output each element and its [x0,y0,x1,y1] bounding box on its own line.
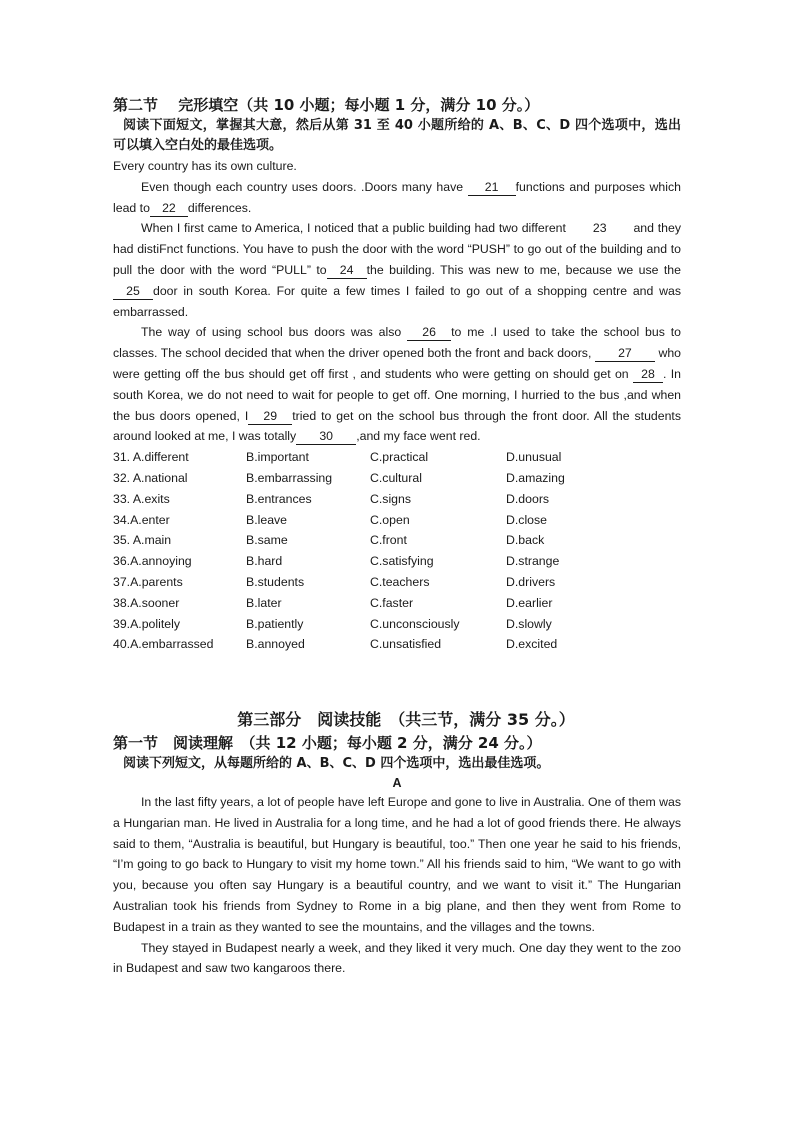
blank-30: 30 [296,429,356,445]
passage-paragraph: In the last fifty years, a lot of people have left Europe and gone to live in Australia. One of them was a Hungarian man. He lived in Australia for a long time, and he had a lot of good friends there. He always said to them, “Australia is beautiful, but Hungary is beautiful, too.” Then one year he said to his friends, “I’m going to go back to Hungary to visit my home town.” All his friends said to him, “We want to go with you, because you often say Hungary is a beautiful country, and we want to visit it.” The Hungarian Australian took his friends from Sydney to Rome in a big plane, and then they went from Rome to Budapest in a train as they wanted to see the mountains, and the villages and the towns. [113,795,682,934]
option-a: 32. A.national [113,470,188,485]
passage-text: ,and my face went red. [356,429,481,444]
passage-paragraph [113,218,681,322]
option-b: B.leave [246,512,288,527]
answer-options [113,447,681,655]
option-a: 34.A.enter [113,512,170,527]
section-title: 第二节 完形填空（共 10 小题；每小题 1 分，满分 10 分。） [113,96,540,114]
option-b: B.same [246,533,288,548]
passage-text: the building. This was new to me, because we use the [366,262,681,277]
blank-23: 23 [592,221,607,236]
option-d: D.back [506,533,545,548]
passage-text: door in south Korea. For quite a few times I failed to go out of a shopping centre and was embarrassed. [113,283,681,319]
option-d: D.drivers [506,574,556,589]
passage-text: Even though each country uses doors. .Doors many have [141,179,464,194]
passage-text: functions and purposes which lead to [113,179,681,215]
option-row [113,614,681,635]
option-c: C.unsatisfied [370,637,442,652]
option-row [113,572,681,593]
passage-text: . In south Korea, we do not need to wait for people to get off. One morning, I hurried to the bus ,and when the bus doors opened, I [113,366,681,423]
option-c: C.satisfying [370,554,434,569]
cloze-passage [113,156,681,447]
blank-24: 24 [327,263,367,279]
option-c: C.unconsciously [370,616,460,631]
part-title: 第三部分 阅读技能 （共三节，满分 35 分。） [237,710,575,729]
option-row [113,634,681,655]
passage-text: differences. [187,200,252,215]
passage-text: When I first came to America, I noticed that a public building had two different [141,221,566,236]
option-d: D.earlier [506,595,553,610]
option-a: 37.A.parents [113,574,183,589]
option-a: 35. A.main [113,533,172,548]
option-d: D.amazing [506,470,565,485]
blank-22: 22 [150,201,188,217]
blank-21: 21 [468,180,516,196]
passage-text: to me .I used to take the school bus to classes. The school decided that when the driver opened both the front and back doors, [113,325,681,361]
passage-paragraph [113,322,681,447]
option-row [113,551,681,572]
blank-27: 27 [595,346,655,362]
cloze-section [113,94,681,655]
option-b: B.hard [246,554,283,569]
option-c: C.practical [370,450,429,465]
option-b: B.important [246,450,309,465]
option-b: B.later [246,595,282,610]
option-c: C.open [370,512,410,527]
blank-26: 26 [407,325,451,341]
option-a: 39.A.politely [113,616,180,631]
option-b: B.patiently [246,616,304,631]
blank-25: 25 [113,284,153,300]
passage-text: The way of using school bus doors was also [141,325,402,340]
option-row [113,530,681,551]
option-row [113,510,681,531]
option-b: B.students [246,574,305,589]
option-c: C.cultural [370,470,422,485]
option-a: 38.A.sooner [113,595,180,610]
option-c: C.signs [370,491,412,506]
option-d: D.close [506,512,548,527]
blank-28: 28 [633,367,663,383]
option-row [113,468,681,489]
option-a: 31. A.different [113,450,189,465]
section-instruction: 阅读下面短文，掌握其大意，然后从第 31 至 40 小题所给的 A、B、C、D 四个选项中，选出可以填入空白处的最佳选项。 [113,118,681,153]
passage-label: A [392,776,402,790]
option-b: B.entrances [246,491,312,506]
option-d: D.unusual [506,450,562,465]
passage-line: Every country has its own culture. [113,159,297,173]
option-row [113,593,681,614]
reading-passage [113,792,681,979]
passage-paragraph: They stayed in Budapest nearly a week, and they liked it very much. One day they went to the zoo in Budapest and saw two kangaroos there. [113,940,681,976]
option-a: 33. A.exits [113,491,170,506]
option-d: D.excited [506,637,558,652]
option-d: D.strange [506,554,560,569]
section-title: 第一节 阅读理解 （共 12 小题；每小题 2 分，满分 24 分。） [113,734,542,752]
section-instruction: 阅读下列短文，从每题所给的 A、B、C、D 四个选项中，选出最佳选项。 [123,756,550,771]
option-b: B.embarrassing [246,470,333,485]
option-c: C.teachers [370,574,430,589]
passage-text: tried to get on the school bus through the front door. All the students around looked at me, I was totally [113,408,681,444]
passage-text: who were getting off the bus should get off first , and students who were getting on should get on [113,346,681,381]
option-d: D.slowly [506,616,552,631]
option-row [113,447,681,468]
passage-paragraph [113,177,681,219]
option-a: 36.A.annoying [113,554,192,569]
option-a: 40.A.embarrassed [113,637,214,652]
blank-29: 29 [248,409,292,425]
option-c: C.faster [370,595,414,610]
option-c: C.front [370,533,407,548]
option-b: B.annoyed [246,637,305,652]
passage-text: and they had distiFnct functions. You have to push the door with the word “PUSH” to go out of the building and to pull the door with the word “PULL” to [113,221,681,277]
option-row [113,489,681,510]
reading-part [113,708,681,979]
option-d: D.doors [506,491,550,506]
